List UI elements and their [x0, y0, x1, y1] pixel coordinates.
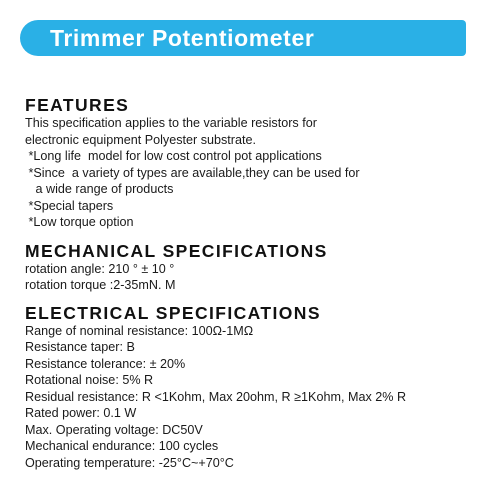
mechanical-section — [25, 241, 475, 294]
page-title: Trimmer Potentiometer — [50, 25, 315, 51]
electrical-section — [25, 303, 475, 472]
title-banner — [20, 20, 466, 56]
features-bullet-continuation: a wide range of products — [25, 182, 174, 196]
features-bullet: *Low torque option — [25, 215, 134, 229]
electrical-line: Resistance tolerance: ± 20% — [25, 356, 186, 371]
electrical-line: Range of nominal resistance: 100Ω-1MΩ — [25, 323, 254, 338]
features-line: electronic equipment Polyester substrate. — [25, 132, 257, 147]
spec-content — [25, 95, 475, 471]
features-bullet: *Special tapers — [25, 198, 114, 213]
features-line: This specification applies to the variable resistors for — [25, 116, 317, 130]
electrical-line: Operating temperature: -25°C~+70°C — [25, 455, 234, 470]
electrical-line: Rotational noise: 5% R — [25, 373, 154, 387]
features-bullet: *Since a variety of types are available,they can be used for — [25, 165, 360, 180]
electrical-line: Rated power: 0.1 W — [25, 406, 137, 420]
electrical-line: Max. Operating voltage: DC50V — [25, 422, 203, 437]
features-bullet: *Long life model for low cost control pot applications — [25, 149, 322, 163]
electrical-heading: ELECTRICAL SPECIFICATIONS — [25, 302, 321, 323]
electrical-line: Mechanical endurance: 100 cycles — [25, 439, 219, 453]
features-section — [25, 95, 475, 231]
mechanical-heading: MECHANICAL SPECIFICATIONS — [25, 240, 328, 261]
features-heading: FEATURES — [25, 95, 130, 115]
mechanical-line: rotation angle: 210 ° ± 10 ° — [25, 261, 175, 276]
electrical-line: Residual resistance: R <1Kohm, Max 20ohm, R ≥1Kohm, Max 2% R — [25, 389, 407, 404]
mechanical-line: rotation torque :2-35mN. M — [25, 278, 176, 292]
electrical-line: Resistance taper: B — [25, 340, 135, 354]
